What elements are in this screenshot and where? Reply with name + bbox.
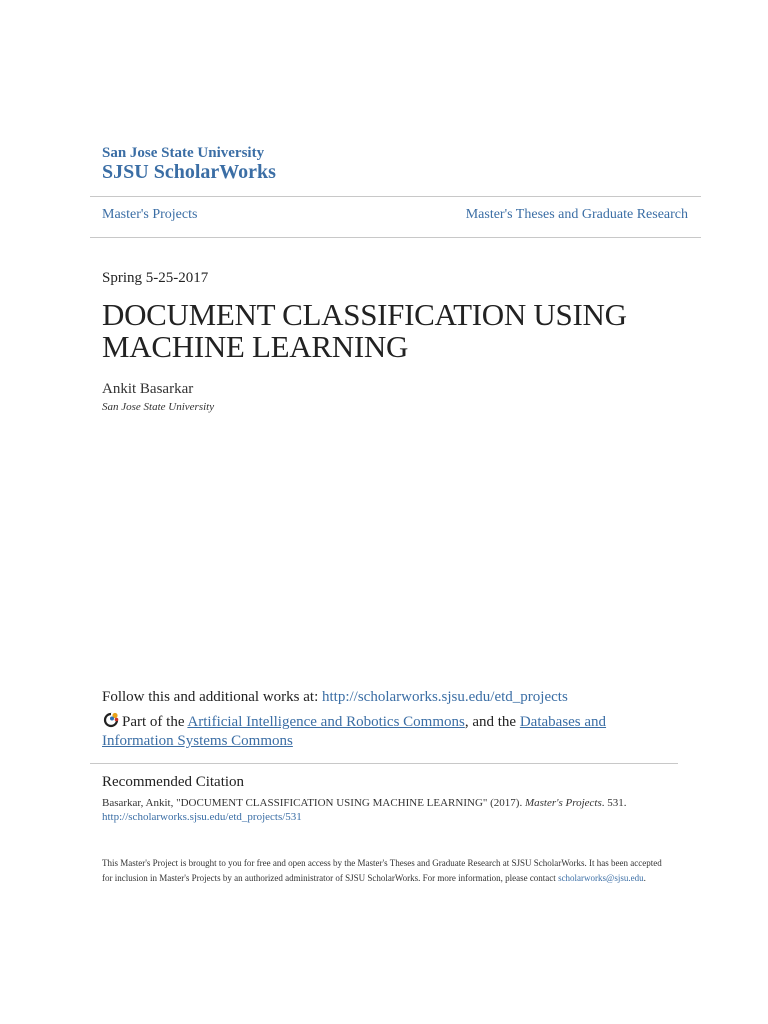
follow-prefix: Follow this and additional works at:	[102, 689, 322, 705]
databases-commons-link[interactable]: Databases and Information Systems Commons	[102, 714, 607, 749]
divider-citation	[90, 763, 678, 764]
contact-email-link[interactable]: scholarworks@sjsu.edu	[558, 873, 644, 883]
commons-network-icon	[102, 712, 120, 728]
divider-top	[90, 196, 701, 197]
publication-date: Spring 5-25-2017	[102, 270, 209, 286]
masters-theses-link[interactable]: Master's Theses and Graduate Research	[465, 207, 688, 222]
access-notice	[102, 856, 662, 886]
citation-journal: Master's Projects	[524, 797, 602, 809]
follow-line	[102, 689, 568, 706]
ai-robotics-commons-link[interactable]: Artificial Intelligence and Robotics Commons	[187, 714, 465, 730]
university-name: San Jose State University	[102, 145, 265, 161]
notice-text: This Master's Project is brought to you for free and open access by the Master's Theses and Graduate Research at SJSU ScholarWorks. It has been accepted for inclusion in Master's Projects by an authorized administrator of SJSU ScholarWorks. For more information, please contact	[102, 858, 662, 883]
citation-url-link[interactable]: http://scholarworks.sjsu.edu/etd_projects/531	[102, 811, 302, 823]
commons-middle: , and the	[464, 714, 520, 730]
divider-nav	[90, 237, 701, 238]
citation-text	[102, 796, 702, 824]
commons-prefix: Part of the	[122, 714, 188, 730]
citation-main: Basarkar, Ankit, "DOCUMENT CLASSIFICATION USING MACHINE LEARNING" (2017).	[102, 797, 525, 809]
citation-number: . 531.	[601, 797, 627, 809]
citation-heading: Recommended Citation	[102, 774, 245, 790]
commons-line	[102, 712, 662, 751]
etd-projects-link[interactable]: http://scholarworks.sjsu.edu/etd_projects	[321, 689, 568, 705]
repository-name[interactable]: SJSU ScholarWorks	[102, 161, 276, 183]
document-title: DOCUMENT CLASSIFICATION USING MACHINE LEARNING	[102, 297, 627, 364]
notice-end: .	[643, 873, 646, 883]
author-affiliation: San Jose State University	[102, 401, 215, 413]
masters-projects-link[interactable]: Master's Projects	[102, 207, 198, 222]
author-name: Ankit Basarkar	[102, 381, 194, 397]
